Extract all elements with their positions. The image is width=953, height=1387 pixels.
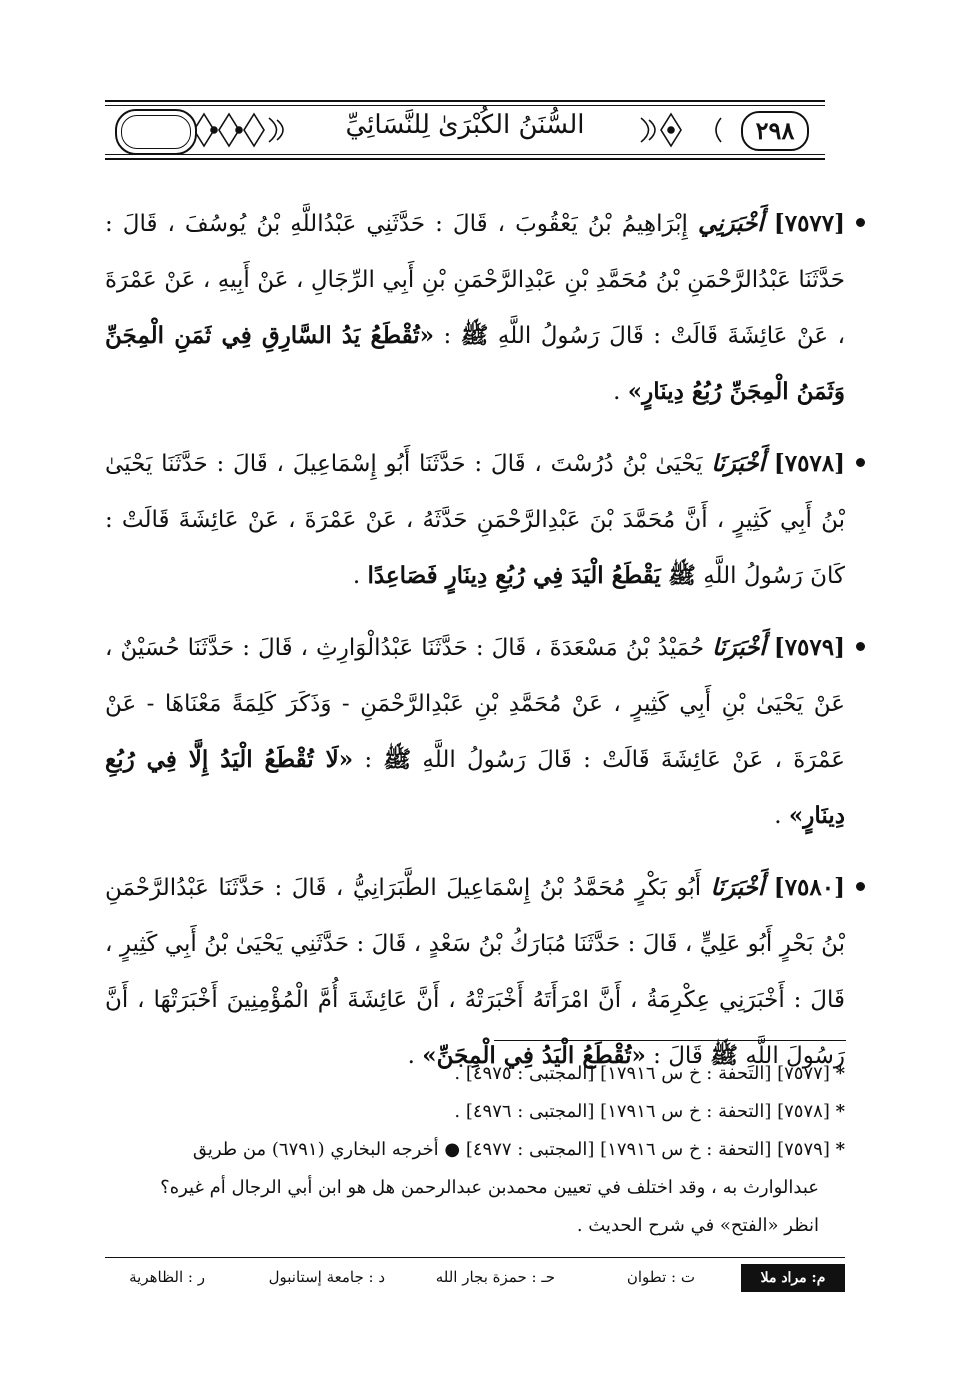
hadith-chain: حُمَيْدُ بْنُ مَسْعَدَةَ ، قَالَ : حَدَّثَنَا عَبْدُالْوَارِثِ ، قَالَ : حَدَّثَنَا حُسَيْنٌ ، عَنْ يَحْيَىٰ بْنِ أَبِي كَثِيرٍ ، عَنْ مُحَمَّدِ بْنِ عَبْدِالرَّحْمَنِ - وَذَكَرَ كَلِمَةً مَعْنَاهَا - عَنْ عَمْرَةَ ، عَنْ عَائِشَةَ قَالَتْ : قَالَ رَسُولُ اللَّهِ <box>105 635 846 773</box>
hadith-connector: : <box>364 747 373 773</box>
hadith-connector: : <box>443 323 452 349</box>
hadith-opening: أَخْبَرَنَا <box>711 450 766 477</box>
footnote-text: [٧٥٧٩] [التحفة : خ س ١٧٩١٦] [المجتبى : ٤٩٧٧] ● أخرجه البخاري (٦٧٩١) من طريق <box>192 1139 830 1160</box>
hadith-connector: قَالَ : <box>653 1043 703 1069</box>
hadith-entry <box>105 196 845 420</box>
footnote-continuation: انظر «الفتح» في شرح الحديث . <box>576 1215 819 1236</box>
book-emblem <box>115 109 197 155</box>
page-header <box>105 100 825 160</box>
bullet-icon <box>856 882 865 891</box>
sigla-d: د : جامعة إستانبول <box>268 1268 385 1286</box>
footnote-separator <box>494 1040 846 1041</box>
sigla-badge: م: مراد ملا <box>741 1264 845 1292</box>
hadith-matn: «تُقْطَعُ يَدُ السَّارِقِ فِي ثَمَنِ الْمِجَنِّ وَثَمَنُ الْمِجَنِّ رُبُعُ دِينَارٍ» <box>105 322 845 405</box>
hadith-number: [٧٥٧٧] <box>773 210 846 237</box>
sigla-h: حـ : حمزة بجار الله <box>435 1268 555 1286</box>
hadith-matn: يَقْطَعُ الْيَدَ فِي رُبُعِ دِينَارٍ فَصَاعِدًا <box>367 562 661 589</box>
hadith-entry <box>105 620 845 844</box>
hadith-number: [٧٥٧٩] <box>773 634 846 661</box>
hadith-end: . <box>407 1043 415 1069</box>
salutation-icon: ﷺ <box>460 322 489 349</box>
hadith-matn: «لَا تُقْطَعُ الْيَدُ إِلَّا فِي رُبُعِ دِينَارٍ» <box>105 746 845 829</box>
hadith-entry <box>105 436 845 604</box>
salutation-icon: ﷺ <box>383 746 412 773</box>
hadith-end: . <box>774 803 782 829</box>
footnote-star-icon: * <box>835 1139 845 1160</box>
hadith-number: [٧٥٨٠] <box>773 874 845 901</box>
footnote-text: [٧٥٧٨] [التحفة : خ س ١٧٩١٦] [المجتبى : ٤٩٧٦] . <box>454 1101 830 1122</box>
bullet-icon <box>856 458 865 467</box>
book-emblem-inner <box>121 115 191 149</box>
hadith-opening: أَخْبَرَنِي <box>697 210 764 237</box>
book-title: السُّنَنُ الكُبْرَىٰ لِلنَّسَائِيِّ <box>345 110 585 140</box>
sigla-r: ر : الظاهرية <box>129 1268 205 1286</box>
footnote <box>105 1131 845 1245</box>
hadith-opening: أَخْبَرَنَا <box>710 874 765 901</box>
salutation-icon: ﷺ <box>668 562 696 589</box>
hadith-chain: يَحْيَىٰ بْنُ دُرُسْتَ ، قَالَ : حَدَّثَنَا أَبُو إِسْمَاعِيلَ ، قَالَ : حَدَّثَنَا يَحْيَىٰ بْنُ أَبِي كَثِيرٍ ، أَنَّ مُحَمَّدَ بْنَ عَبْدِالرَّحْمَنِ حَدَّثَهُ ، عَنْ عَمْرَةَ ، عَنْ عَائِشَةَ قَالَتْ : كَانَ رَسُولُ اللَّهِ <box>105 451 845 589</box>
footnote <box>105 1055 845 1093</box>
footnote-star-icon: * <box>835 1063 845 1084</box>
footnote <box>105 1093 845 1131</box>
hadith-text <box>105 196 845 1100</box>
header-rule-bottom <box>105 158 825 160</box>
footnotes <box>105 1055 845 1245</box>
bullet-icon <box>856 642 865 651</box>
hadith-entry <box>105 860 845 1084</box>
footnote-text: [٧٥٧٧] [التحفة : خ س ١٧٩١٦] [المجتبى : ٤٩٧٥] . <box>454 1063 830 1084</box>
hadith-chain: إِبْرَاهِيمُ بْنُ يَعْقُوبَ ، قَالَ : حَدَّثَنِي عَبْدُاللَّهِ بْنُ يُوسُفَ ، قَالَ : حَدَّثَنَا عَبْدُالرَّحْمَنِ بْنُ مُحَمَّدِ بْنِ عَبْدِالرَّحْمَنِ بْنِ أَبِي الرِّجَالِ ، عَنْ أَبِيهِ ، عَنْ عَمْرَةَ ، عَنْ عَائِشَةَ قَالَتْ : قَالَ رَسُولُ اللَّهِ <box>105 211 846 349</box>
hadith-end: . <box>613 379 621 405</box>
sigla-t: ت : تطوان <box>626 1268 695 1286</box>
footnote-star-icon: * <box>835 1101 845 1122</box>
hadith-matn: «تُقْطَعُ الْيَدُ فِي الْمِجَنِّ» <box>422 1042 646 1069</box>
hadith-number: [٧٥٧٨] <box>773 450 846 477</box>
footnote-continuation: عبدالوارث به ، وقد اختلف في تعيين محمدبن عبدالرحمن هل هو ابن أبي الرجال أم غيره؟ <box>160 1177 819 1198</box>
salutation-icon: ﷺ <box>710 1042 739 1069</box>
hadith-chain: أَبُو بَكْرٍ مُحَمَّدُ بْنُ إِسْمَاعِيلَ الطَّبَرَانِيُّ ، قَالَ : حَدَّثَنَا عَبْدُالرَّحْمَنِ بْنُ بَحْرٍ أَبُو عَلِيٍّ ، قَالَ : حَدَّثَنَا مُبَارَكُ بْنُ سَعْدٍ ، قَالَ : حَدَّثَنِي يَحْيَىٰ بْنُ أَبِي كَثِيرٍ ، قَالَ : أَخْبَرَنِي عِكْرِمَةُ ، أَنَّ امْرَأَتَهُ أَخْبَرَتْهُ ، أَنَّ عَائِشَةَ أُمَّ الْمُؤْمِنِينَ أَخْبَرَتْهَا ، أَنَّ رَسُولَ اللَّهِ <box>105 875 845 1069</box>
hadith-end: . <box>352 563 361 589</box>
hadith-opening: أَخْبَرَنَا <box>712 634 766 661</box>
sigla-separator <box>105 1257 845 1258</box>
header-rule-top <box>105 100 825 102</box>
manuscript-sigla <box>105 1264 845 1292</box>
bullet-icon <box>856 218 865 227</box>
page-number: ٢٩٨ <box>741 111 809 151</box>
header-rule-bottom-inner <box>105 154 825 155</box>
